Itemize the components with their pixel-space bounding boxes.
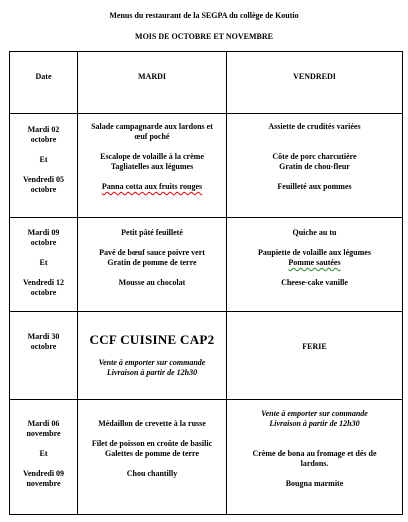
- menu-line: Pomme sautées: [288, 258, 341, 267]
- mardi-menu-cell: [78, 400, 227, 515]
- date-line: octobre: [30, 342, 57, 351]
- table-row: [10, 400, 403, 515]
- date-line: octobre: [30, 288, 57, 297]
- header-row: [10, 52, 403, 114]
- menu-line: Gratin de chou-fleur: [279, 162, 350, 171]
- vendredi-menu-cell: [227, 114, 403, 218]
- mardi-menu-cell: [78, 114, 227, 218]
- date-line: Vendredi 09: [22, 469, 65, 478]
- vendredi-menu-cell: [227, 400, 403, 515]
- menu-line: Livraison à partir de 12h30: [106, 368, 198, 377]
- date-line: Mardi 30: [27, 332, 60, 341]
- menu-line: Cheese-cake vanille: [281, 278, 348, 287]
- table-row: [10, 312, 403, 400]
- date-line: Mardi 09: [27, 228, 60, 237]
- date-line: Et: [39, 258, 48, 267]
- menu-line: Médaillon de crevette à la russe: [98, 419, 206, 428]
- menu-line: Feuilleté aux pommes: [277, 182, 352, 191]
- date-line: Vendredi 12: [22, 278, 65, 287]
- menu-line: CCF CUISINE CAP2: [89, 332, 215, 347]
- menu-line: Paupiette de volaille aux légumes: [258, 248, 371, 257]
- menu-line: Vente à emporter sur commande: [98, 358, 206, 367]
- mardi-menu-cell: [78, 218, 227, 312]
- menu-line: Chou chantilly: [126, 469, 178, 478]
- date-line: novembre: [26, 479, 61, 488]
- menu-line: Gratin de pomme de terre: [107, 258, 197, 267]
- menu-line: Côte de porc charcutière: [272, 152, 357, 161]
- date-line: octobre: [30, 135, 57, 144]
- date-line: novembre: [26, 429, 61, 438]
- vendredi-menu-cell: [227, 312, 403, 400]
- date-cell: [10, 400, 78, 515]
- column-header-date: Date: [10, 52, 78, 114]
- menu-line: Pavé de bœuf sauce poivre vert: [99, 248, 205, 257]
- date-line: Et: [39, 449, 48, 458]
- date-cell: [10, 114, 78, 218]
- menu-line: Panna cotta aux fruits rouges: [101, 182, 203, 191]
- mardi-menu-cell: [78, 312, 227, 400]
- date-cell: [10, 312, 78, 400]
- table-row: [10, 218, 403, 312]
- menu-line: Salade campagnarde aux lardons et: [91, 122, 213, 131]
- menu-line: Vente à emporter sur commande: [261, 409, 368, 418]
- document-title: Menus du restaurant de la SEGPA du collège de Koutio: [109, 11, 299, 20]
- date-line: Mardi 06: [27, 419, 60, 428]
- date-line: octobre: [30, 238, 57, 247]
- date-line: Et: [39, 155, 48, 164]
- table-row: [10, 114, 403, 218]
- menu-line: Quiche au tu: [292, 228, 337, 237]
- menu-line: Escalope de volaille à la crème: [100, 152, 204, 161]
- column-header-mardi: MARDI: [78, 52, 227, 114]
- vendredi-menu-cell: [227, 218, 403, 312]
- menu-line: Crème de bona au fromage et dés de: [252, 449, 377, 458]
- menu-line: Filet de poisson en croûte de basilic: [91, 439, 213, 448]
- date-line: Vendredi 05: [22, 175, 65, 184]
- date-cell: [10, 218, 78, 312]
- date-line: Mardi 02: [27, 125, 60, 134]
- menu-line: Petit pâté feuilleté: [121, 228, 183, 237]
- menu-line: Galettes de pomme de terre: [104, 449, 200, 458]
- menu-table: [9, 51, 403, 515]
- menu-line: Mousse au chocolat: [118, 278, 186, 287]
- menu-line: Bougna marmite: [285, 479, 344, 488]
- date-line: octobre: [30, 185, 57, 194]
- menu-line: œuf poché: [134, 132, 170, 141]
- document-subtitle: MOIS DE OCTOBRE ET NOVEMBRE: [135, 32, 273, 41]
- menu-line: lardons.: [300, 459, 329, 468]
- menu-line: Tagliatelles aux légumes: [110, 162, 194, 171]
- menu-line: Livraison à partir de 12h30: [269, 419, 360, 428]
- column-header-vendredi: VENDREDI: [227, 52, 403, 114]
- menu-line: Assiette de crudités variées: [268, 122, 361, 131]
- menu-line: FERIE: [302, 342, 327, 351]
